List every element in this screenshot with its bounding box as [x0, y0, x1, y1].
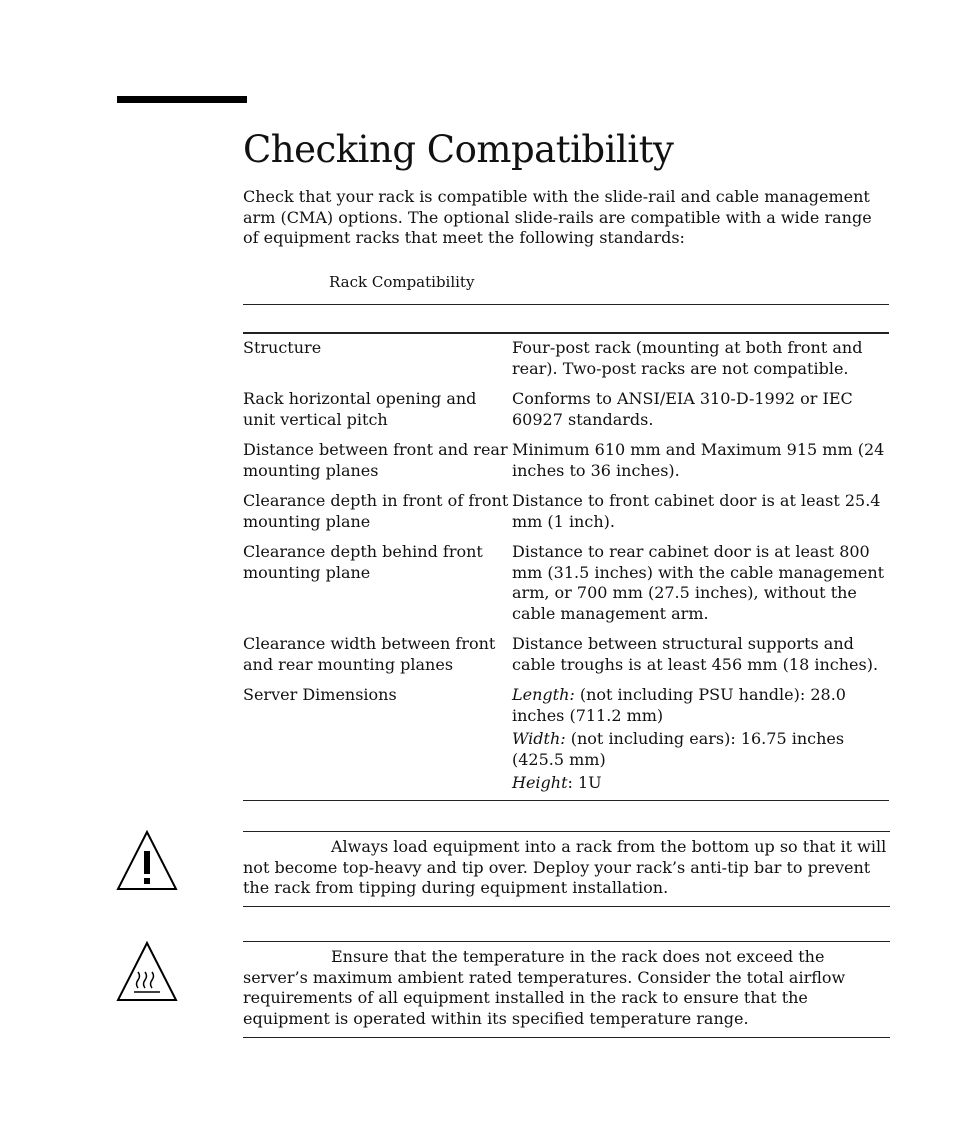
heat-note — [243, 947, 889, 1029]
table-caption: Rack Compatibility — [329, 273, 475, 291]
caution-text: Always load equipment into a rack from the bottom up so that it will not become top-heavy and tip over. Deploy your rack’s anti-tip bar to prevent the rack from tipping during equipment installation. — [243, 837, 887, 897]
dimension-length — [512, 685, 889, 726]
row-item: Clearance depth behind front mounting plane — [243, 542, 483, 582]
page-title: Checking Compatibility — [243, 128, 674, 171]
row-requirement — [512, 685, 889, 797]
row-item: Distance between front and rear mounting planes — [243, 440, 508, 480]
warning-triangle-icon — [116, 829, 178, 895]
caution-bottom-rule — [243, 906, 890, 907]
heat-bottom-rule — [243, 1037, 890, 1038]
heat-text: Ensure that the temperature in the rack does not exceed the server’s maximum ambient rated temperatures. Consider the total airflow requirements of all equipment installed in the rack to ensure that the equipment is operated within its specified temperature range. — [243, 947, 846, 1028]
table-row — [243, 634, 889, 675]
row-item: Structure — [243, 338, 322, 357]
width-value: (not including ears): 16.75 inches (425.5 mm) — [512, 729, 845, 769]
hot-surface-icon — [116, 940, 178, 1006]
table-row — [243, 338, 889, 379]
length-label: Length: — [512, 685, 575, 704]
table-row — [243, 542, 889, 624]
caution-note — [243, 837, 889, 899]
table-bottom-rule — [243, 800, 889, 801]
row-requirement: Conforms to ANSI/EIA 310-D-1992 or IEC 60927 standards. — [512, 389, 853, 429]
row-requirement: Distance between structural supports and cable troughs is at least 456 mm (18 inches). — [512, 634, 879, 674]
row-requirement: Minimum 610 mm and Maximum 915 mm (24 inches to 36 inches). — [512, 440, 885, 480]
dimension-width — [512, 729, 889, 770]
intro-paragraph: Check that your rack is compatible with the slide-rail and cable management arm (CMA) options. The optional slide-rails are compatible with a wide range of equipment racks that meet the following standards: — [243, 187, 872, 247]
row-requirement: Distance to front cabinet door is at least 25.4 mm (1 inch). — [512, 491, 881, 531]
heat-top-rule — [243, 941, 890, 942]
compatibility-table — [243, 338, 889, 807]
width-label: Width: — [512, 729, 566, 748]
row-item: Server Dimensions — [243, 685, 397, 704]
length-value: (not including PSU handle): 28.0 inches (711.2 mm) — [512, 685, 846, 725]
row-item: Clearance depth in front of front mounting plane — [243, 491, 509, 531]
dimension-height — [512, 773, 889, 794]
row-requirement: Four-post rack (mounting at both front and rear). Two-post racks are not compatible. — [512, 338, 863, 378]
table-row — [243, 389, 889, 430]
row-requirement: Distance to rear cabinet door is at least 800 mm (31.5 inches) with the cable management arm, or 700 mm (27.5 inches), without the cable management arm. — [512, 542, 885, 623]
table-top-rule — [243, 304, 889, 305]
chapter-rule — [117, 96, 247, 103]
caution-top-rule — [243, 831, 890, 832]
height-value: : 1U — [567, 773, 602, 792]
table-row — [243, 440, 889, 481]
table-header-rule — [243, 332, 889, 334]
row-item: Rack horizontal opening and unit vertical pitch — [243, 389, 477, 429]
height-label: Height — [512, 773, 568, 792]
table-row — [243, 491, 889, 532]
table-row-dimensions — [243, 685, 889, 797]
row-item: Clearance width between front and rear mounting planes — [243, 634, 496, 674]
